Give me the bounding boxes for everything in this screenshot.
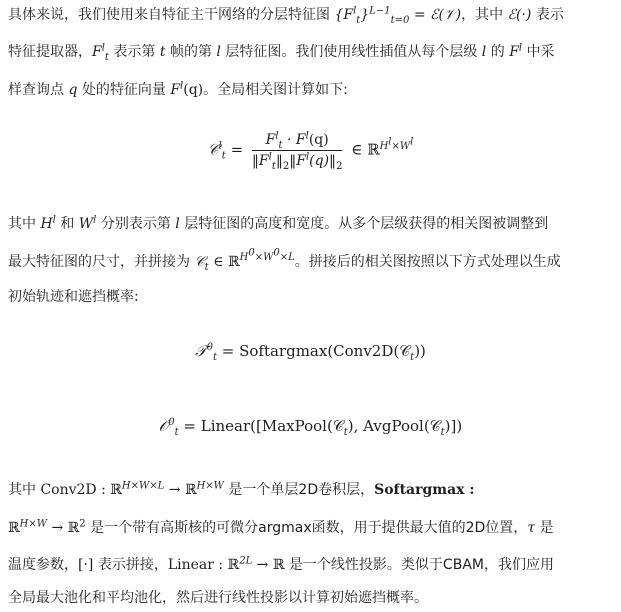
- text-span: 分别表示第: [96, 216, 176, 232]
- text-span: 帧的第: [165, 44, 217, 60]
- text-span: 处的特征向量: [77, 82, 171, 98]
- text-span: 是一个线性投影。类似于CBAM，我们应用: [284, 557, 554, 573]
- feature-vector-symbol: $F^l(q)$: [170, 80, 204, 98]
- paragraph-3-line-1: [8, 480, 615, 500]
- trajectory-symbol: 𝒯: [195, 342, 207, 360]
- text-span: 是一个带有高斯核的可微分argmax函数，用于提供最大值的2D位置，: [85, 520, 528, 536]
- layer-index-symbol: l: [216, 44, 221, 60]
- height-symbol: $H^l$: [40, 214, 56, 232]
- text-span: 表示: [531, 7, 564, 23]
- text-span: 和: [55, 216, 79, 232]
- trajectory-equation: 𝒯$^0_t$ = Softargmax(Conv2D(𝒞$_t$)): [195, 342, 426, 363]
- text-span: ，其中: [461, 7, 508, 23]
- text-span: 的: [486, 44, 510, 60]
- paragraph-1-line-2: [8, 42, 615, 62]
- query-point-symbol: q: [68, 82, 78, 98]
- text-span: 中采: [522, 44, 555, 60]
- text-span: 是一个单层2D卷积层，: [223, 482, 375, 498]
- layer-index-symbol: l: [175, 216, 180, 232]
- text-span: 。拼接后的相关图按照以下方式处理以生成: [294, 254, 561, 270]
- text-span: 表示拼接，: [93, 557, 168, 573]
- correlation-fraction: [251, 130, 343, 172]
- frame-index-symbol: t: [159, 44, 166, 60]
- fraction-denominator: $‖F^l_t‖_2‖F^l(q)‖_2$: [251, 151, 343, 172]
- text-span: 温度参数，: [8, 557, 78, 573]
- linear-signature: Linear : ℝ$^{2L}$ → ℝ: [167, 555, 285, 573]
- correlation-equation: 𝒞$^l_t$ = $\frac{F^l_t \cdot F^l(q)}{‖F^l_t‖_2‖F^l(q)‖_2}$ ∈ ℝ$^{H^l\times W^l}$: [207, 130, 414, 172]
- conv2d-signature: Conv2D : ℝ$^{H\times W\times L}$ → ℝ$^{H\times W}$: [40, 480, 224, 498]
- softargmax-signature: Softargmax :: [374, 482, 475, 498]
- text-span: 特征提取器，: [8, 44, 92, 60]
- layer-index-symbol: l: [481, 44, 487, 60]
- correlation-symbol: 𝒞: [207, 140, 219, 159]
- feature-map-symbol: $F^l$: [509, 42, 523, 60]
- text-span: 具体来说，我们使用来自特征主干网络的分层特征图: [8, 7, 335, 23]
- concat-correlation-formula: 𝒞$_t$ ∈ ℝ$^{H^0\times W^0\times L}$: [194, 248, 295, 273]
- softargmax-domain: ℝ$^{H\times W}$ → ℝ$^2$: [8, 518, 86, 536]
- text-span: 。全局相关图计算如下:: [203, 82, 348, 98]
- width-symbol: $W^l$: [78, 214, 97, 232]
- text-span: 是: [535, 520, 554, 536]
- concat-symbol: [·]: [78, 557, 94, 573]
- text-span: 其中: [8, 482, 41, 498]
- text-span: 最大特征图的尺寸，并拼接为: [8, 254, 195, 270]
- feature-map-symbol: $F^l_t$: [92, 42, 109, 63]
- occlusion-equation: 𝒪$^0_t$ = Linear([MaxPool(𝒞$_t$), AvgPool(𝒞$_t$)]): [158, 417, 463, 438]
- paragraph-2-line-1: [8, 214, 615, 234]
- feature-set-formula: $\{F^l_t\}^{L-1}_{t=0}$ = ℰ(𝒱): [334, 5, 462, 26]
- text-span: 表示第: [108, 44, 160, 60]
- paragraph-3-line-3: [8, 555, 615, 575]
- encoder-symbol: ℰ(·): [507, 7, 532, 23]
- text-span: 层特征图的高度和宽度。从多个层级获得的相关图被调整到: [179, 216, 549, 232]
- text-span: 样查询点: [8, 82, 69, 98]
- paragraph-1-line-3: [8, 80, 615, 100]
- text-span: 层特征图。我们使用线性插值从每个层级: [220, 44, 482, 60]
- paragraph-2-line-2: [8, 248, 615, 273]
- temperature-symbol: τ: [527, 520, 536, 536]
- paragraph-3-line-4: 全局最大池化和平均池化，然后进行线性投影以计算初始遮挡概率。: [8, 590, 428, 606]
- paragraph-2-line-3: 初始轨迹和遮挡概率:: [8, 289, 139, 305]
- occlusion-symbol: 𝒪: [158, 417, 169, 435]
- paragraph-3-line-2: [8, 518, 615, 538]
- text-span: 其中: [8, 216, 41, 232]
- paragraph-1-line-1: [8, 5, 615, 25]
- fraction-numerator: $F^l_t \cdot F^l(q)$: [252, 132, 343, 151]
